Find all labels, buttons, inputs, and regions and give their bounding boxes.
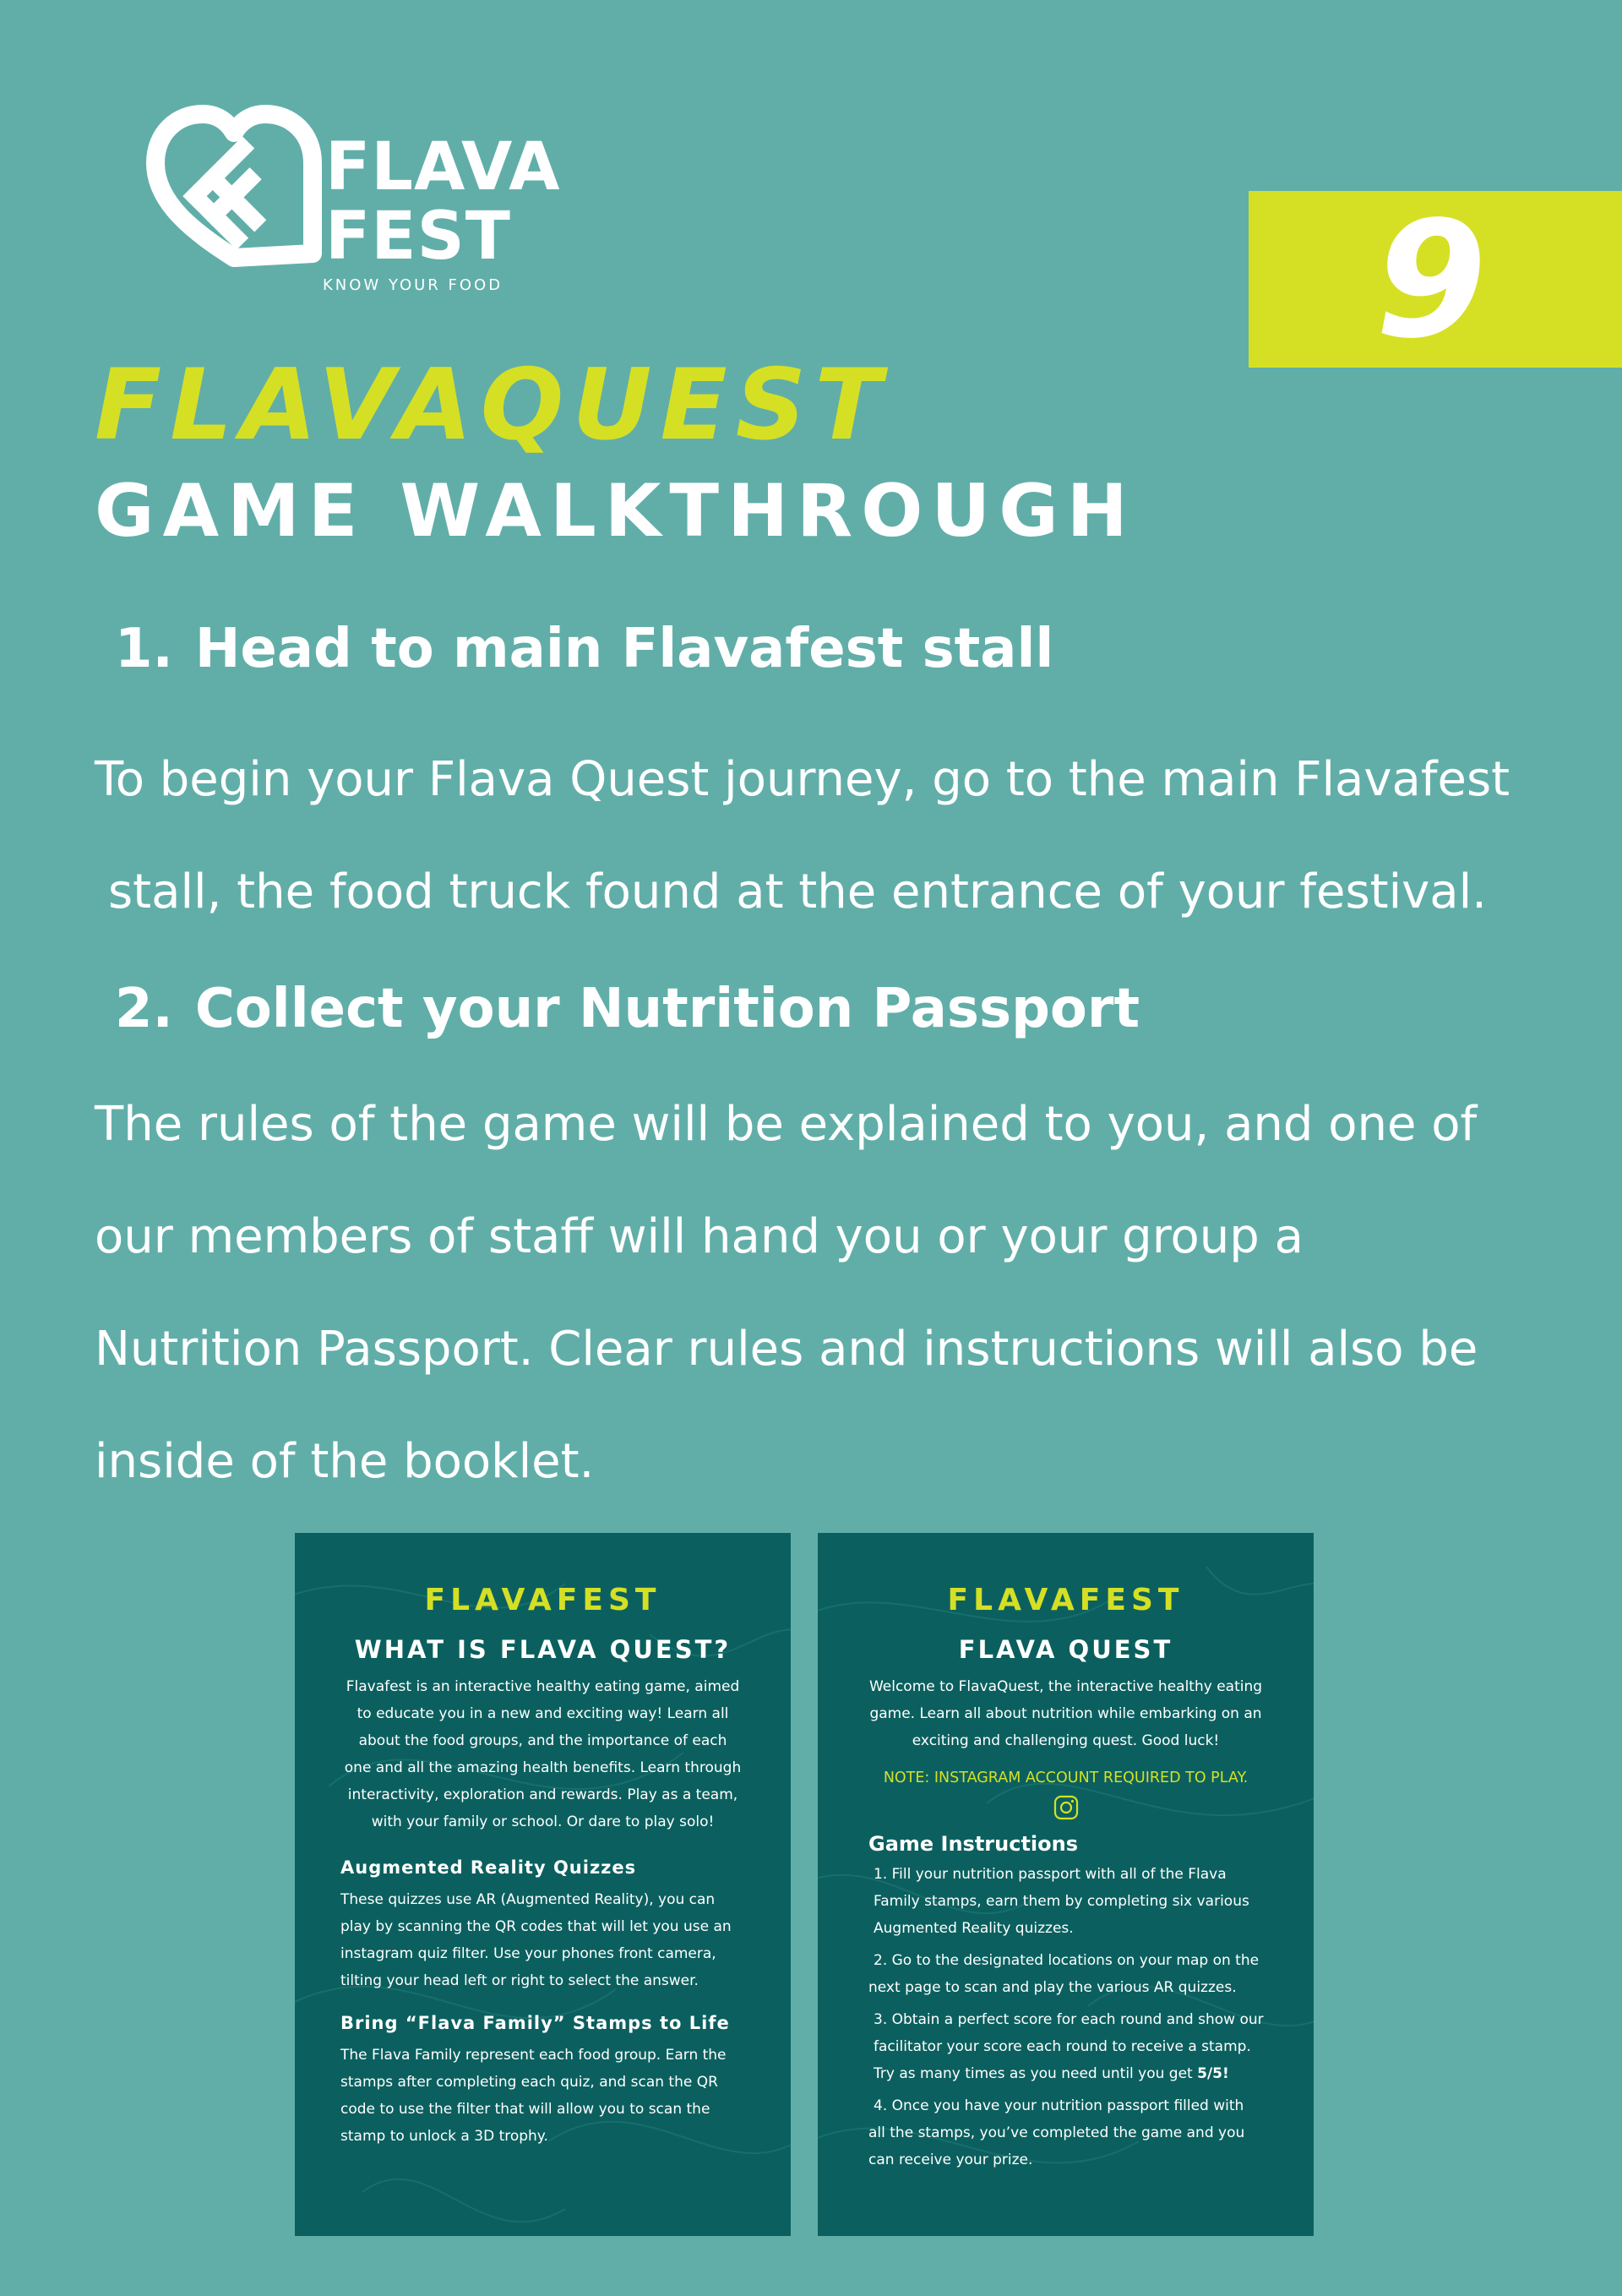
instagram-icon [1053, 1795, 1079, 1820]
instruction-line: Family stamps, earn them by completing six various [874, 1893, 1249, 1910]
paragraph-line: Nutrition Passport. Clear rules and instructions will also be [95, 1322, 1478, 1377]
logo-tagline: KNOW YOUR FOOD [323, 276, 503, 294]
instruction-line: 4. Once you have your nutrition passport filled with [874, 2097, 1244, 2114]
intro-line: game. Learn all about nutrition while embarking on an [869, 1705, 1262, 1722]
section-line: code to use the filter that will allow you to scan the [340, 2101, 710, 2118]
instruction-line [868, 2060, 1280, 2087]
section-line: stamp to unlock a 3D trophy. [340, 2128, 548, 2145]
game-instructions-title: Game Instructions [868, 1832, 1079, 1856]
instruction-line: 1. Fill your nutrition passport with all of the Flava [874, 1866, 1227, 1883]
section-title-flava-family: Bring “Flava Family” Stamps to Life [340, 2013, 730, 2033]
instruction-line: all the stamps, you’ve completed the game and you [868, 2124, 1245, 2141]
booklet-page-right [818, 1533, 1314, 2236]
step-1-heading [115, 615, 1053, 683]
instruction-step-4 [868, 2092, 1280, 2173]
booklet-heading: WHAT IS FLAVA QUEST? [354, 1635, 732, 1664]
section-line: These quizzes use AR (Augmented Reality), you can [340, 1891, 716, 1908]
instruction-line: Augmented Reality quizzes. [874, 1920, 1074, 1937]
instruction-step-2 [868, 1947, 1280, 2001]
section-title-ar-quizzes: Augmented Reality Quizzes [340, 1857, 637, 1878]
instruction-step-3 [868, 2006, 1280, 2087]
intro-line: exciting and challenging quest. Good luck! [912, 1732, 1220, 1749]
page-number-badge [1249, 187, 1622, 374]
intro-line: Welcome to FlavaQuest, the interactive healthy eating [868, 1678, 1263, 1695]
intro-line: interactivity, exploration and rewards. Play as a team, [347, 1786, 738, 1803]
intro-line: with your family or school. Or dare to play solo! [371, 1813, 715, 1830]
instruction-step-1 [868, 1861, 1280, 1942]
main-title: FLAVAQUEST [95, 348, 890, 462]
paragraph-line: To begin your Flava Quest journey, go to the main Flavafest [95, 752, 1510, 807]
booklet-brand: FLAVAFEST [424, 1583, 661, 1617]
step-2-paragraph [95, 1068, 1581, 1518]
section-text-ar-quizzes [340, 1886, 757, 1994]
instruction-line: can receive your prize. [868, 2151, 1033, 2168]
paragraph-line: our members of staff will hand you or your group a [95, 1209, 1304, 1264]
section-text-flava-family [340, 2042, 757, 2150]
heart-logo-icon [144, 97, 325, 270]
section-line: The Flava Family represent each food group. Earn the [340, 2047, 727, 2064]
intro-line: about the food groups, and the importance of each [358, 1732, 727, 1749]
paragraph-line: stall, the food truck found at the entrance of your festival. [108, 864, 1487, 919]
step-number: 1. [115, 618, 173, 680]
booklet-page-left [295, 1533, 791, 2236]
subtitle: GAME WALKTHROUGH [95, 469, 1136, 554]
instruction-line: 3. Obtain a perfect score for each round and show our [874, 2011, 1264, 2028]
step-title: Head to main Flavafest stall [194, 618, 1054, 680]
step-number: 2. [115, 978, 173, 1040]
flavafest-logo [144, 97, 566, 300]
paragraph-line: The rules of the game will be explained to you, and one of [95, 1097, 1478, 1152]
step-2-heading [115, 975, 1140, 1043]
instruction-line: 2. Go to the designated locations on your map on the [874, 1952, 1260, 1969]
section-line: stamps after completing each quiz, and scan the QR [340, 2074, 718, 2091]
step-title: Collect your Nutrition Passport [194, 978, 1140, 1040]
paragraph-line: inside of the booklet. [95, 1434, 595, 1489]
booklet-intro [852, 1673, 1280, 1754]
intro-line: one and all the amazing health benefits. Learn through [344, 1759, 742, 1776]
section-line: play by scanning the QR codes that will let you use an [340, 1918, 732, 1935]
booklet-brand: FLAVAFEST [947, 1583, 1184, 1617]
instagram-note: NOTE: INSTAGRAM ACCOUNT REQUIRED TO PLAY. [883, 1770, 1249, 1786]
intro-line: to educate you in a new and exciting way! Learn all [357, 1705, 729, 1722]
instruction-line: next page to scan and play the various AR quizzes. [868, 1979, 1237, 1996]
section-line: instagram quiz filter. Use your phones front camera, [340, 1945, 716, 1962]
section-line: tilting your head left or right to select the answer. [340, 1972, 699, 1989]
instruction-line: facilitator your score each round to receive a stamp. [874, 2038, 1251, 2055]
page-number: 9 [1374, 187, 1487, 374]
booklet-intro [329, 1673, 757, 1835]
instruction-text: Try as many times as you need until you get [874, 2065, 1198, 2082]
step-1-paragraph [95, 723, 1581, 948]
logo-wordmark: FLAVA FEST [325, 129, 561, 275]
intro-line: Flavafest is an interactive healthy eating game, aimed [346, 1678, 740, 1695]
booklet-heading: FLAVA QUEST [958, 1635, 1173, 1664]
perfect-score-text: 5/5! [1197, 2065, 1229, 2082]
